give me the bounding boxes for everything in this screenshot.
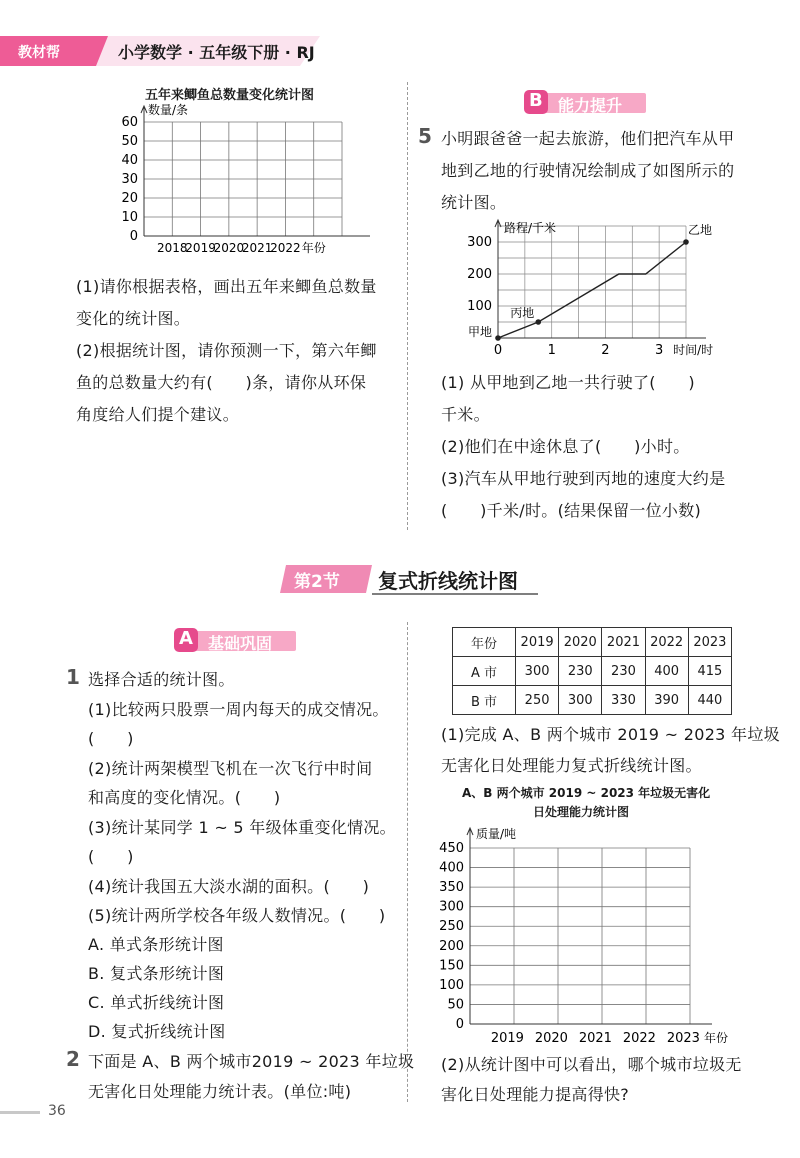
- y-tick-label: 10: [121, 210, 138, 225]
- data-table: [452, 627, 732, 715]
- table-cell: 300: [516, 657, 559, 686]
- q2-s2: (2)从统计图中可以看出，哪个城市垃圾无: [441, 1055, 742, 1074]
- q1-number: 1: [66, 665, 80, 689]
- q5-s3: (3)汽车从甲地行驶到丙地的速度大约是: [441, 469, 726, 488]
- q5-number: 5: [418, 124, 432, 148]
- x-axis-label: 时间/时: [673, 343, 714, 357]
- footer-line: [0, 1111, 40, 1114]
- table-header-row: [453, 628, 732, 657]
- y-tick-label: 100: [439, 977, 464, 993]
- table-row: [453, 686, 732, 715]
- q1-item3: (3)统计某同学 1 ~ 5 年级体重变化情况。: [88, 818, 396, 837]
- q2-s2b: 害化日处理能力提高得快?: [441, 1085, 630, 1104]
- section2-heading: [280, 563, 542, 597]
- y-tick-label: 450: [439, 841, 464, 856]
- section-a-badge: [172, 626, 300, 654]
- chart3-title1: A、B 两个城市 2019 ~ 2023 年垃圾无害化: [462, 786, 711, 800]
- column-divider-top: [407, 82, 408, 530]
- q5-s2: (2)他们在中途休息了( )小时。: [441, 437, 690, 456]
- x-tick-label: 2022: [622, 1031, 656, 1046]
- section-b-badge: [522, 88, 650, 116]
- y-axis-label: 质量/吨: [476, 827, 517, 841]
- table-header-cell: 2021: [602, 628, 645, 657]
- table-header-cell: 年份: [453, 628, 516, 657]
- q1-item2: (2)统计两架模型飞机在一次飞行中时间: [88, 759, 373, 778]
- y-tick-label: 60: [121, 115, 138, 130]
- q2-number: 2: [66, 1047, 80, 1071]
- q1-item4: (4)统计我国五大淡水湖的面积。( ): [88, 877, 370, 896]
- table-cell: 440: [688, 686, 731, 715]
- table-cell: 330: [602, 686, 645, 715]
- x-tick-label: 2021: [578, 1031, 612, 1046]
- page-header: [0, 30, 330, 70]
- q1-option-c: C. 单式折线统计图: [88, 993, 225, 1012]
- q5-s1: (1) 从甲地到乙地一共行驶了( ): [441, 373, 695, 392]
- left-q1b: 变化的统计图。: [76, 309, 191, 328]
- q5-line2: 地到乙地的行驶情况绘制成了如图所示的: [441, 161, 735, 180]
- q5-s1b: 千米。: [441, 405, 490, 424]
- x-tick-label: 2019: [185, 241, 216, 255]
- q1-option-d: D. 复式折线统计图: [88, 1022, 226, 1041]
- left-q2c: 角度给人们提个建议。: [76, 405, 240, 424]
- table-cell: 415: [688, 657, 731, 686]
- y-tick-label: 250: [439, 919, 464, 935]
- y-tick-label: 150: [439, 958, 464, 974]
- q1-item1b: ( ): [88, 729, 134, 748]
- table-cell: A 市: [453, 657, 516, 686]
- y-tick-label: 0: [455, 1017, 464, 1032]
- chart1-title: 五年来鲫鱼总数量变化统计图: [145, 88, 315, 103]
- q1-title: 选择合适的统计图。: [88, 670, 235, 689]
- x-tick-label: 2019: [490, 1031, 524, 1046]
- page-number: 36: [48, 1103, 66, 1119]
- y-tick-label: 40: [121, 153, 138, 168]
- y-tick-label: 0: [129, 229, 138, 244]
- x-tick-label: 2022: [270, 241, 301, 255]
- table-cell: 300: [559, 686, 602, 715]
- q1-option-b: B. 复式条形统计图: [88, 964, 225, 983]
- header-title: 小学数学 · 五年级下册 · RJ: [118, 43, 315, 62]
- y-tick-label: 300: [439, 899, 464, 915]
- table-header-cell: 2023: [688, 628, 731, 657]
- q1-option-a: A. 单式条形统计图: [88, 935, 224, 954]
- y-axis-label: 数量/条: [148, 103, 189, 117]
- y-tick-label: 30: [121, 172, 138, 187]
- table-cell: 250: [516, 686, 559, 715]
- table-cell: 230: [602, 657, 645, 686]
- table-header-cell: 2020: [559, 628, 602, 657]
- table-cell: 400: [645, 657, 688, 686]
- y-tick-label: 200: [439, 938, 464, 954]
- chart2: [450, 218, 740, 366]
- q2-line1: 下面是 A、B 两个城市2019 ~ 2023 年垃圾: [88, 1052, 415, 1071]
- table-header-cell: 2019: [516, 628, 559, 657]
- q1-item3b: ( ): [88, 847, 134, 866]
- y-tick-label: 400: [439, 860, 464, 876]
- label-start: 甲地: [468, 325, 493, 339]
- q1-item2b: 和高度的变化情况。( ): [88, 788, 281, 807]
- x-tick-label: 1: [547, 343, 556, 358]
- table-row: [453, 657, 732, 686]
- y-axis-label: 路程/千米: [504, 221, 557, 235]
- table-cell: 390: [645, 686, 688, 715]
- x-tick-label: 2018: [157, 241, 188, 255]
- point-end: [683, 239, 689, 245]
- section-b-letter: B: [529, 90, 543, 111]
- q5-line3: 统计图。: [441, 193, 507, 212]
- x-tick-label: 2023: [666, 1031, 700, 1046]
- section-a-label: 基础巩固: [208, 634, 273, 653]
- y-tick-label: 200: [467, 267, 492, 282]
- section-b-label: 能力提升: [558, 96, 623, 115]
- x-tick-label: 3: [655, 343, 664, 358]
- x-axis-label: 年份: [703, 1031, 729, 1045]
- section2-title: 复式折线统计图: [378, 569, 518, 593]
- left-q2b: 鱼的总数量大约有( )条，请你从环保: [76, 373, 367, 392]
- header-brand: 教材帮: [18, 45, 60, 61]
- y-tick-label: 100: [467, 299, 492, 314]
- table-cell: 230: [559, 657, 602, 686]
- section-a-letter: A: [179, 628, 193, 649]
- x-tick-label: 0: [493, 343, 503, 358]
- q2-line2: 无害化日处理能力统计表。(单位:吨): [88, 1082, 352, 1101]
- point-mid: [535, 319, 541, 325]
- table-header-cell: 2022: [645, 628, 688, 657]
- left-q1: (1)请你根据表格，画出五年来鲫鱼总数量: [76, 277, 377, 296]
- x-tick-label: 2: [601, 343, 610, 358]
- x-tick-label: 2020: [213, 241, 245, 255]
- x-tick-label: 2020: [534, 1031, 568, 1046]
- y-tick-label: 300: [467, 235, 492, 250]
- chart3: [430, 822, 750, 1048]
- y-tick-label: 50: [121, 134, 138, 149]
- q2-s1: (1)完成 A、B 两个城市 2019 ~ 2023 年垃圾: [441, 725, 780, 744]
- label-mid: 丙地: [510, 306, 535, 320]
- q5-line1: 小明跟爸爸一起去旅游，他们把汽车从甲: [441, 129, 735, 148]
- x-tick-label: 2021: [241, 241, 273, 255]
- y-tick-label: 350: [439, 880, 464, 896]
- q1-item5: (5)统计两所学校各年级人数情况。( ): [88, 906, 386, 925]
- chart1: [100, 100, 400, 260]
- y-tick-label: 20: [121, 191, 138, 206]
- left-q2: (2)根据统计图，请你预测一下，第六年鲫: [76, 341, 377, 360]
- y-tick-label: 50: [447, 997, 464, 1013]
- table-cell: B 市: [453, 686, 516, 715]
- chart3-title2: 日处理能力统计图: [533, 805, 630, 819]
- q5-s3b: ( )千米/时。(结果保留一位小数): [441, 501, 702, 520]
- column-divider-bottom: [407, 622, 408, 1102]
- q2-s1b: 无害化日处理能力复式折线统计图。: [441, 756, 702, 775]
- x-axis-label: 年份: [301, 241, 326, 255]
- point-start: [495, 335, 501, 341]
- q1-item1: (1)比较两只股票一周内每天的成交情况。: [88, 700, 389, 719]
- section2-badge: 第2节: [294, 572, 340, 592]
- label-end: 乙地: [688, 223, 713, 237]
